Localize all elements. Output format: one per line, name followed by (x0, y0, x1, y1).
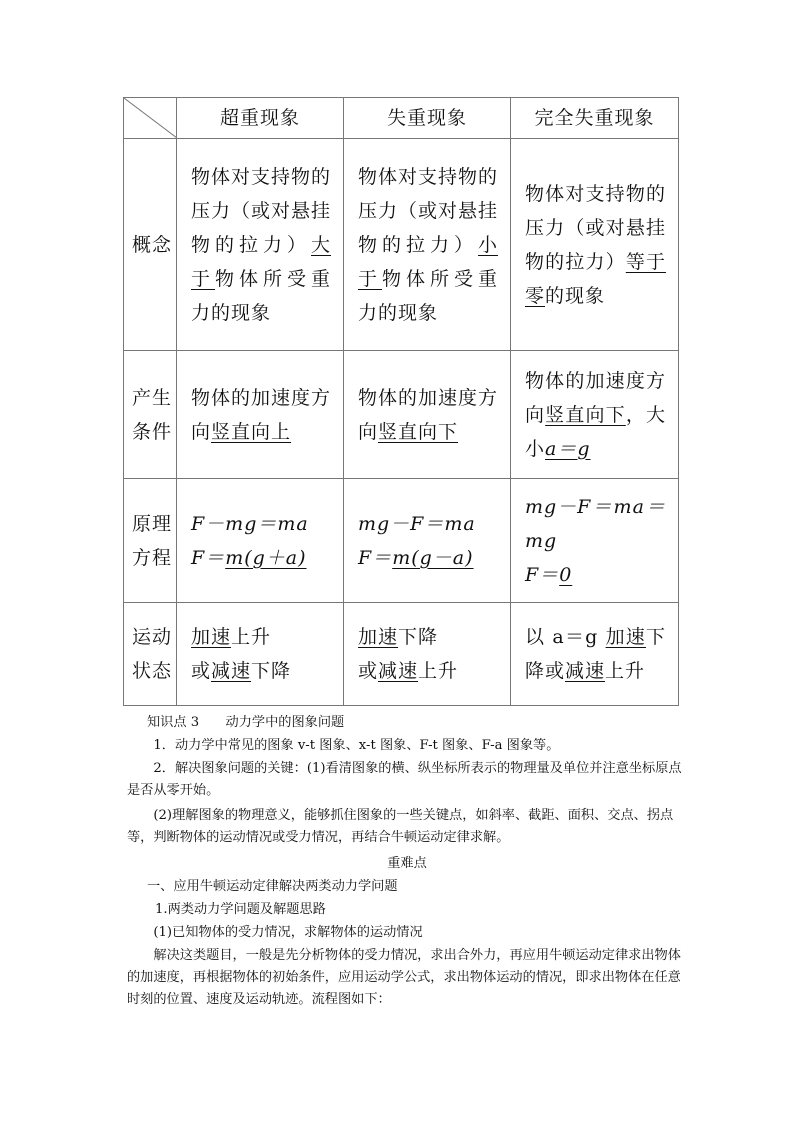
equation-overweight: F－mg＝ma F＝m(g＋a) (177, 479, 344, 603)
motion-weightlessness: 加速下降 或减速上升 (344, 603, 511, 706)
concept-weightlessness: 物体对支持物的压力（或对悬挂物的拉力）小于物体所受重力的现象 (344, 139, 511, 351)
equation-weightlessness: mg－F＝ma F＝m(g－a) (344, 479, 511, 603)
paragraph-solution-method: 解决这类题目，一般是先分析物体的受力情况，求出合外力，再应用牛顿运动定律求出物体的加速度，再根据物体的初始条件，应用运动学公式，求出物体运动的情况，即求出物体在任意时刻的位置、速度及运动轨迹。流程图如下： (127, 948, 681, 1007)
header-complete-weightlessness: 完全失重现象 (511, 98, 679, 139)
weightlessness-table (123, 97, 679, 706)
header-weightlessness: 失重现象 (344, 98, 511, 139)
knowledge-point-title: 知识点 3 动力学中的图象问题 (147, 715, 345, 730)
concept-overweight: 物体对支持物的压力（或对悬挂物的拉力）大于物体所受重力的现象 (177, 139, 344, 351)
table-row-condition (124, 351, 679, 479)
motion-overweight: 加速上升 或减速下降 (177, 603, 344, 706)
paragraph-graph-key: 2．解决图象问题的关键：(1)看清图象的横、纵坐标所表示的物理量及单位并注意坐标原点是否从零开始。 (127, 761, 682, 798)
table-row-concept (124, 139, 679, 351)
equation-complete-weightlessness: mg－F＝ma＝mg F＝0 (511, 479, 679, 603)
table-row-equation (124, 479, 679, 603)
motion-complete-weightlessness: 以 a＝g 加速下降或减速上升 (511, 603, 679, 706)
section-heading: 重难点 (387, 856, 427, 871)
row-label-equation: 原理方程 (124, 479, 177, 603)
diagonal-corner-cell (124, 98, 177, 139)
paragraph-graph-meaning: (2)理解图象的物理意义，能够抓住图象的一些关键点，如斜率、截距、面积、交点、拐点等，判断物体的运动情况或受力情况，再结合牛顿运动定律求解。 (127, 808, 674, 845)
condition-overweight: 物体的加速度方向竖直向上 (177, 351, 344, 479)
header-overweight: 超重现象 (177, 98, 344, 139)
diagonal-line (124, 98, 177, 138)
row-label-condition: 产生条件 (124, 351, 177, 479)
row-label-motion: 运动状态 (124, 603, 177, 706)
subheading-problem-types: 1.两类动力学问题及解题思路 (155, 902, 326, 917)
table-header-row (124, 98, 679, 139)
paragraph-known-forces: (1)已知物体的受力情况，求解物体的运动情况 (153, 925, 423, 940)
concept-complete-weightlessness: 物体对支持物的压力（或对悬挂物的拉力）等于零的现象 (511, 139, 679, 351)
row-label-concept: 概念 (124, 139, 177, 351)
paragraph-common-graphs: 1．动力学中常见的图象 v-t 图象、x-t 图象、F-t 图象、F-a 图象等。 (153, 738, 560, 753)
condition-weightlessness: 物体的加速度方向竖直向下 (344, 351, 511, 479)
heading-newton-laws: 一、应用牛顿运动定律解决两类动力学问题 (147, 879, 398, 894)
condition-complete-weightlessness: 物体的加速度方向竖直向下，大小a＝g (511, 351, 679, 479)
table-row-motion (124, 603, 679, 706)
